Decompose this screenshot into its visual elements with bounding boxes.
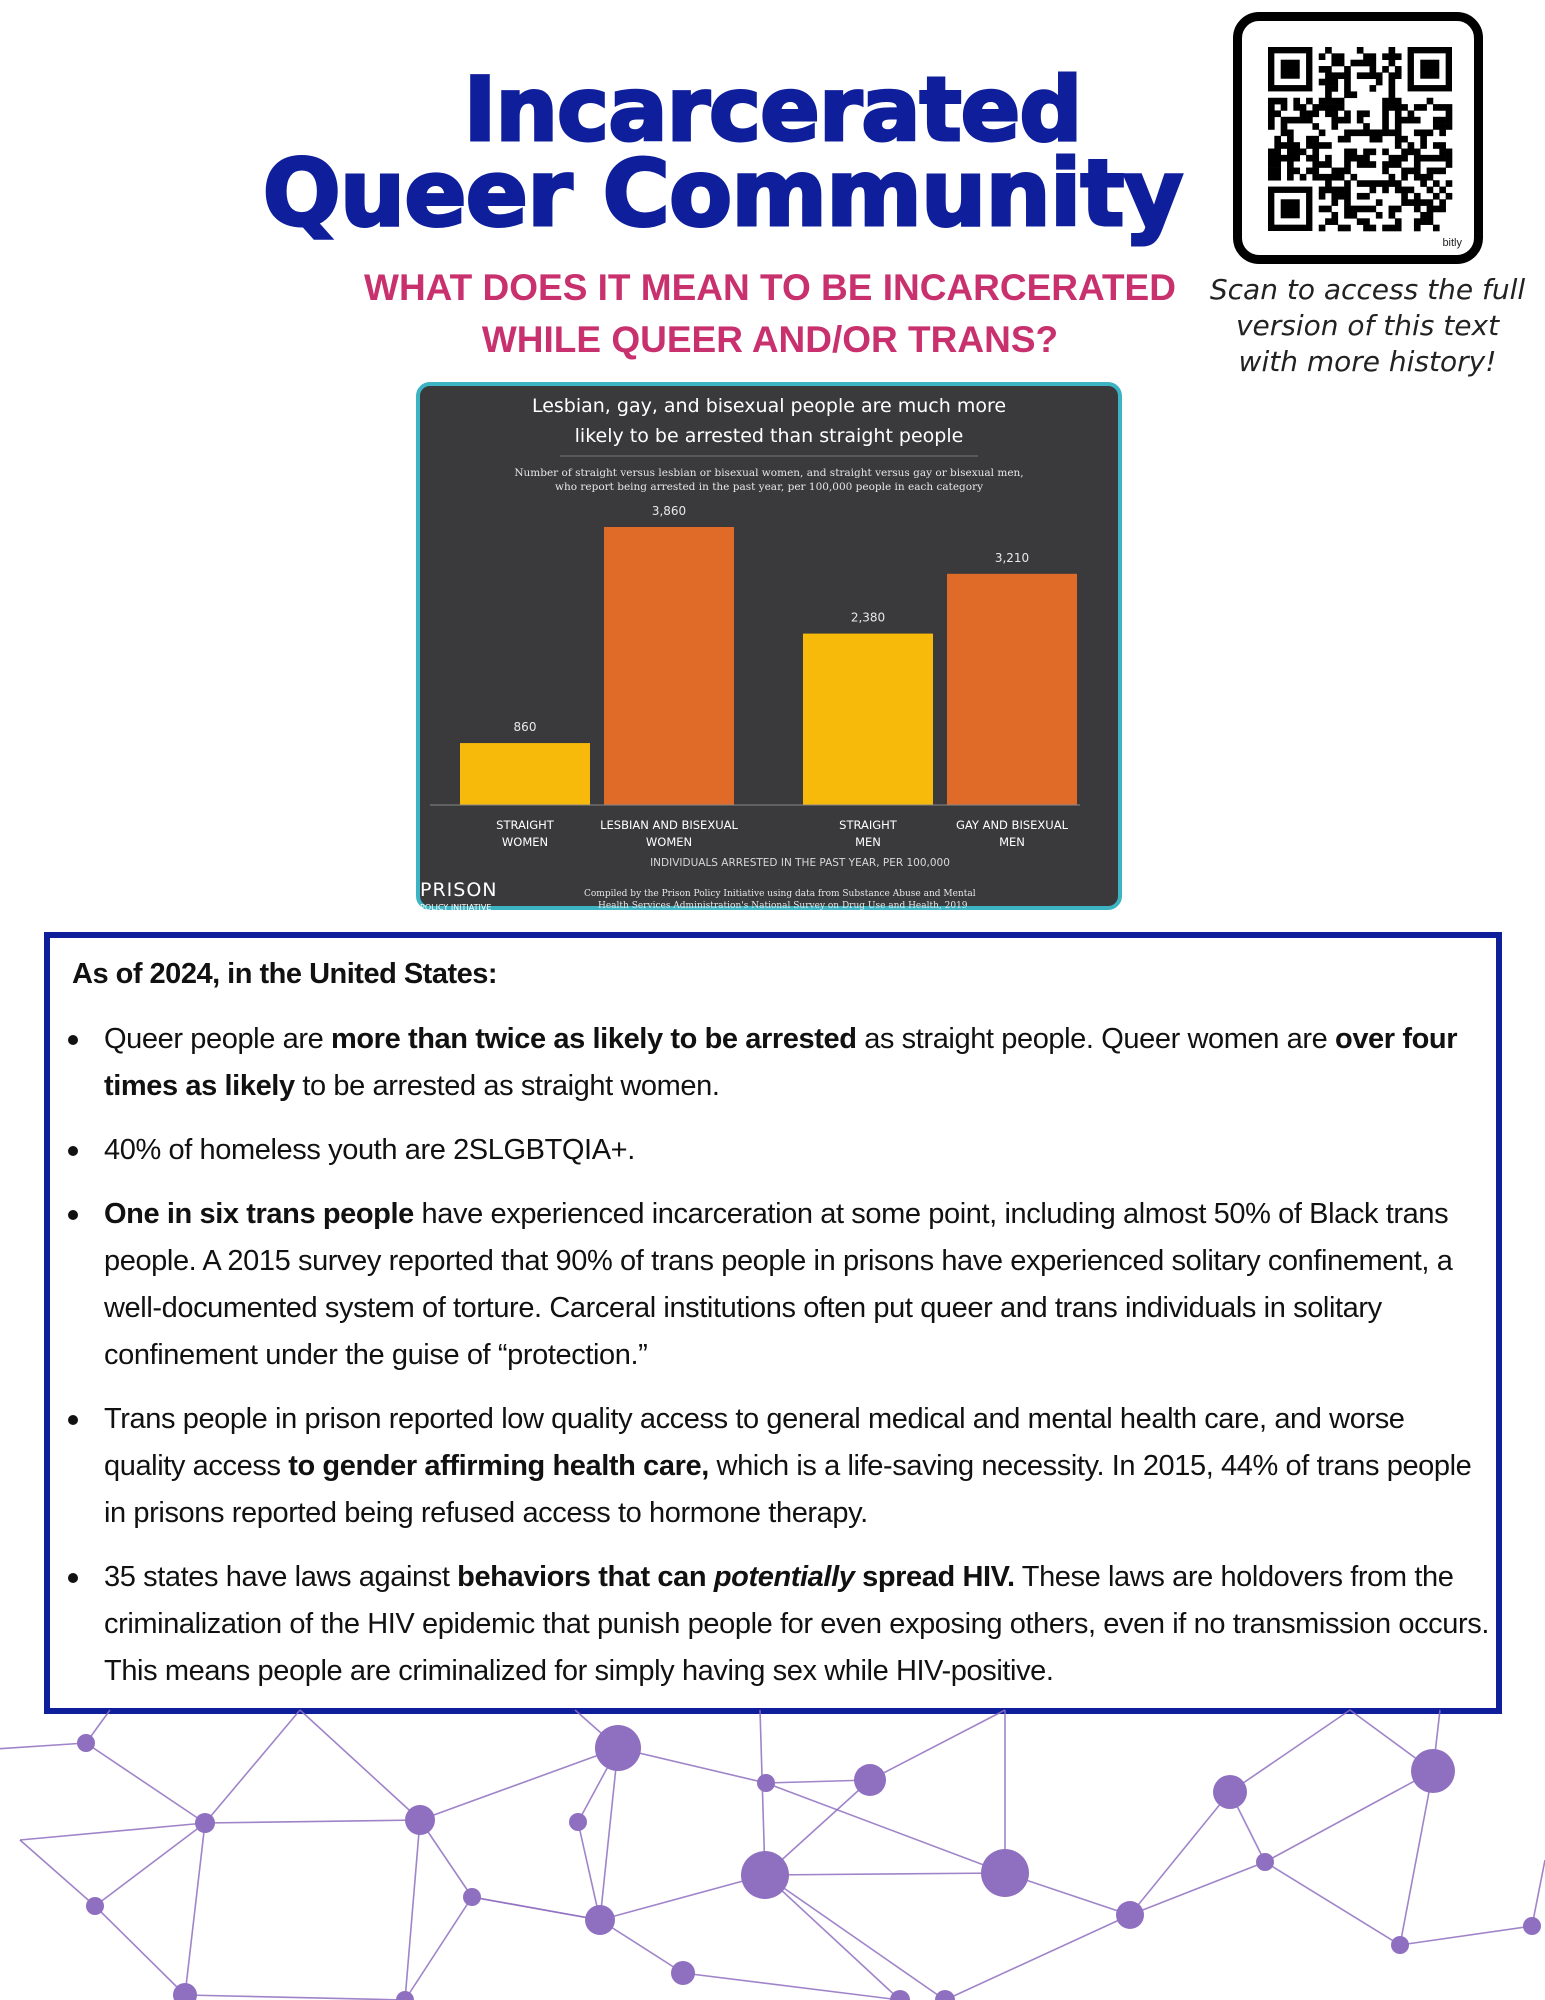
- network-node: [1256, 1853, 1274, 1871]
- chart-category-label: STRAIGHT: [496, 818, 554, 832]
- qr-code-icon[interactable]: [1268, 47, 1452, 231]
- chart-logo-line-2: POLICY INITIATIVE: [420, 903, 492, 912]
- chart-subtitle-line-2: who report being arrested in the past year, per 100,000 people in each category: [554, 481, 984, 493]
- network-edge: [683, 1973, 900, 2000]
- network-edge: [870, 1710, 1005, 1780]
- network-edge: [300, 1710, 420, 1820]
- network-node: [77, 1734, 95, 1752]
- chart-category-label: GAY AND BISEXUAL: [956, 818, 1068, 832]
- network-node: [463, 1888, 481, 1906]
- network-node: [741, 1851, 789, 1899]
- network-edge: [765, 1873, 1005, 1875]
- network-node: [757, 1774, 775, 1792]
- statistics-box: [44, 932, 1502, 1714]
- statistic-text: to be arrested as straight women.: [294, 1070, 720, 1102]
- statistic-item: [50, 1016, 1490, 1110]
- network-node: [1116, 1901, 1144, 1929]
- statistics-list: [50, 1016, 1490, 1712]
- network-edge: [1265, 1771, 1433, 1862]
- qr-code-frame[interactable]: [1233, 12, 1483, 264]
- qr-brand-label: bitly: [1442, 237, 1462, 249]
- network-node: [854, 1764, 886, 1796]
- network-edge: [1400, 1771, 1433, 1945]
- network-node: [890, 1990, 910, 2000]
- statistic-emphasis: to gender affirming health care,: [288, 1450, 709, 1482]
- statistic-emphasis: One in six trans people: [104, 1198, 414, 1230]
- network-node: [585, 1905, 615, 1935]
- chart-category-label: STRAIGHT: [839, 818, 897, 832]
- network-edge: [405, 1820, 420, 2000]
- statistic-emphasis: more than twice as likely to be arrested: [330, 1023, 857, 1055]
- chart-value-label: 860: [513, 720, 537, 735]
- network-node: [569, 1813, 587, 1831]
- network-node: [671, 1961, 695, 1985]
- network-node: [1391, 1936, 1409, 1954]
- network-edge: [95, 1823, 205, 1906]
- statistic-text: have experienced incarceration at some point, including almost 50% of Black trans people. A 2015 survey reported that 90% of trans people in prisons have experienced solitary confinement, a well-documented system of torture. Carceral institutions often put queer and trans individuals in solitary confinement under the guise of “protection.”: [104, 1198, 1453, 1371]
- network-edge: [86, 1743, 205, 1823]
- statistic-text: Trans people in prison reported low quality access to general medical and mental health care, and worse quality access: [104, 1403, 1405, 1482]
- network-node: [595, 1725, 641, 1771]
- qr-caption-line-1: Scan to access the full: [1209, 273, 1526, 306]
- network-edge: [1130, 1862, 1265, 1915]
- statistic-text: 35 states have laws against: [104, 1561, 458, 1593]
- title-line-1: Incarcerated: [463, 58, 1082, 161]
- network-node: [981, 1849, 1029, 1897]
- network-edge: [185, 1823, 205, 1995]
- network-node: [195, 1813, 215, 1833]
- network-edge: [472, 1897, 600, 1920]
- statistic-item: [50, 1127, 1490, 1174]
- network-node: [405, 1805, 435, 1835]
- network-edge: [765, 1875, 945, 2000]
- network-edge: [1130, 1792, 1230, 1915]
- qr-caption-line-2: version of this text: [1235, 309, 1500, 342]
- statistic-item: [50, 1554, 1490, 1695]
- network-edge: [600, 1875, 765, 1920]
- statistic-emphasis: potentially: [713, 1561, 855, 1593]
- chart-bar: [604, 527, 734, 805]
- network-edge: [1230, 1710, 1350, 1792]
- chart-source-line-2: Health Services Administration's National Survey on Drug Use and Health, 2019: [598, 901, 968, 911]
- statistic-emphasis: over four times as likely: [104, 1023, 1458, 1102]
- chart-logo-line-1: PRISON: [420, 879, 498, 901]
- qr-caption-line-3: with more history!: [1238, 345, 1497, 378]
- statistics-heading: As of 2024, in the United States:: [72, 958, 498, 990]
- network-edge: [760, 1710, 765, 1875]
- network-edge: [1532, 1860, 1545, 1926]
- chart-bar: [460, 743, 590, 805]
- network-edge: [405, 1897, 472, 2000]
- title-line-2: Queer Community: [262, 140, 1183, 247]
- network-edge: [205, 1710, 300, 1823]
- chart-value-label: 3,860: [651, 504, 687, 518]
- network-edge: [578, 1822, 600, 1920]
- network-node: [935, 1990, 955, 2000]
- chart-value-label: 2,380: [850, 610, 886, 625]
- chart-title-line-1: Lesbian, gay, and bisexual people are much more: [531, 395, 1007, 417]
- chart-category-label: MEN: [999, 835, 1025, 849]
- network-node: [1213, 1775, 1247, 1809]
- network-decoration: [0, 1720, 1545, 2000]
- statistic-text: which is a life-saving necessity. In 2015, 44% of trans people in prisons reported being refused access to hormone therapy.: [104, 1450, 1472, 1529]
- statistic-text: These laws are holdovers from the criminalization of the HIV epidemic that punish people for even exposing others, even if no transmission occurs. This means people are criminalized for simply having sex while HIV-positive.: [104, 1561, 1490, 1687]
- chart-category-label: WOMEN: [645, 835, 693, 849]
- network-edge: [600, 1748, 618, 1920]
- statistic-text: as straight people. Queer women are: [856, 1023, 1336, 1055]
- network-edge: [420, 1748, 618, 1820]
- network-node: [173, 1983, 197, 2000]
- page-subtitle: [340, 262, 1200, 366]
- statistic-text: 40% of homeless youth are 2SLGBTQIA+.: [104, 1134, 635, 1166]
- statistic-item: [50, 1396, 1490, 1537]
- network-edge: [20, 1840, 95, 1906]
- statistic-emphasis: behaviors that can: [457, 1561, 714, 1593]
- network-edge: [766, 1783, 1005, 1873]
- chart-source-line-1: Compiled by the Prison Policy Initiative using data from Substance Abuse and Mental: [584, 889, 976, 899]
- network-node: [396, 1991, 414, 2000]
- network-node: [1523, 1917, 1541, 1935]
- network-edge: [1265, 1862, 1400, 1945]
- network-edge: [20, 1823, 205, 1840]
- chart-subtitle-line-1: Number of straight versus lesbian or bisexual women, and straight versus gay or bisexual men,: [514, 467, 1024, 479]
- network-node: [1411, 1749, 1455, 1793]
- network-edge: [185, 1995, 405, 2000]
- statistic-text: Queer people are: [104, 1023, 331, 1055]
- network-edge: [1400, 1926, 1532, 1945]
- statistic-item: [50, 1191, 1490, 1379]
- qr-caption: [1190, 272, 1545, 380]
- network-node: [86, 1897, 104, 1915]
- subtitle-line-1: WHAT DOES IT MEAN TO BE INCARCERATED: [364, 267, 1176, 308]
- chart-x-axis-label: INDIVIDUALS ARRESTED IN THE PAST YEAR, PER 100,000: [650, 857, 950, 869]
- chart-value-label: 3,210: [994, 550, 1030, 565]
- network-edge: [95, 1906, 185, 1995]
- chart-title-line-2: likely to be arrested than straight people: [574, 425, 964, 447]
- network-edge: [945, 1915, 1130, 2000]
- subtitle-line-2: WHILE QUEER AND/OR TRANS?: [481, 319, 1059, 360]
- chart-category-label: MEN: [855, 835, 881, 849]
- statistic-emphasis: spread HIV.: [854, 1561, 1015, 1593]
- chart-bar: [947, 574, 1077, 805]
- network-edge: [0, 1743, 86, 1750]
- arrest-rate-chart: [416, 382, 1122, 910]
- chart-bar: [803, 634, 933, 805]
- network-edge: [205, 1820, 420, 1823]
- chart-category-label: LESBIAN AND BISEXUAL: [600, 818, 738, 832]
- chart-category-label: WOMEN: [501, 835, 549, 849]
- network-edge: [765, 1875, 900, 2000]
- chart-canvas: [420, 386, 1118, 912]
